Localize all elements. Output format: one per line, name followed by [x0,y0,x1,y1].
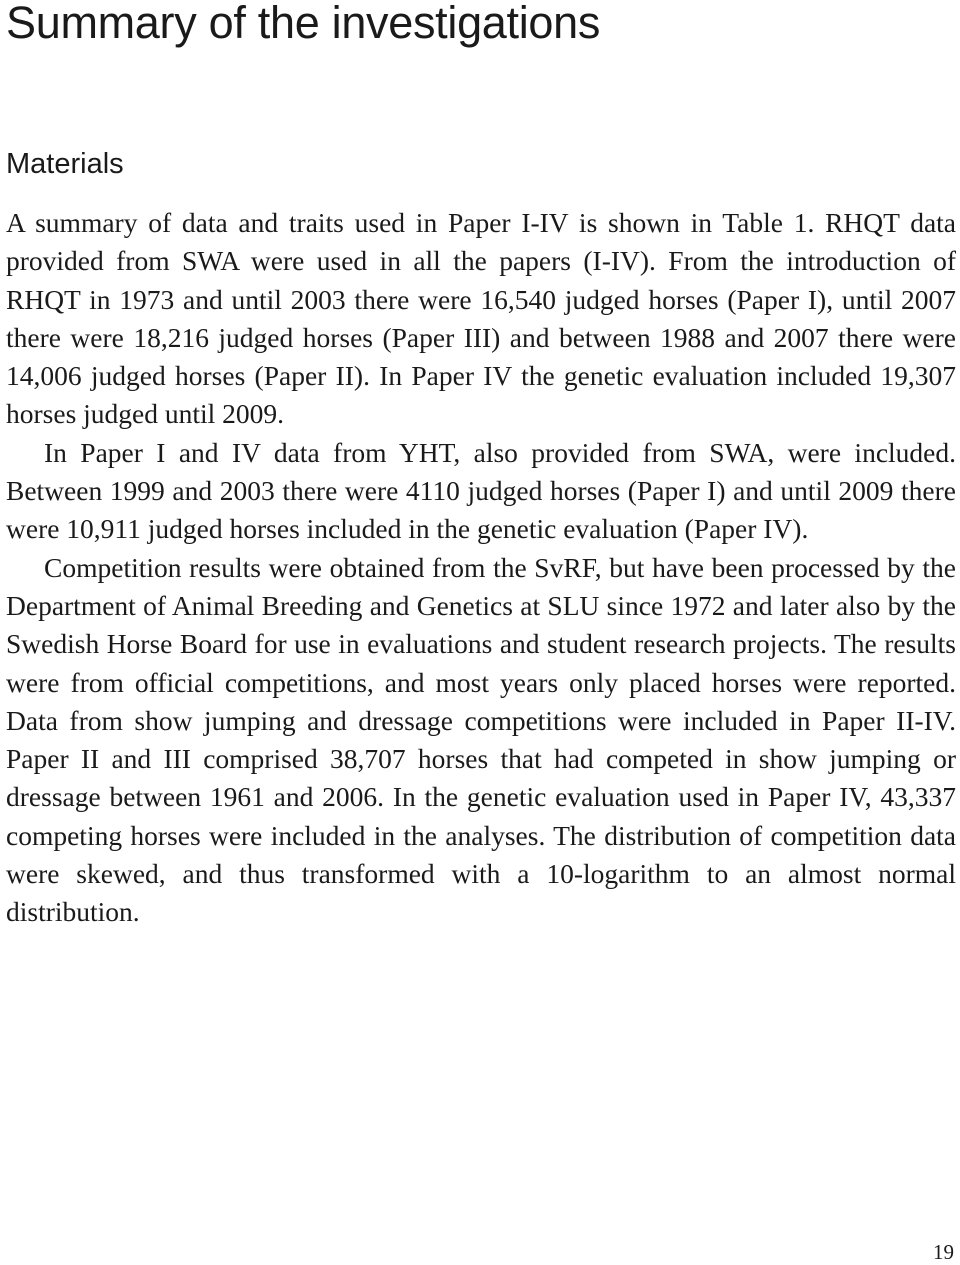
paragraph-3: Competition results were obtained from the SvRF, but have been processed by the Department of Animal Breeding and Genetics at SLU since 1972 and later also by the Swedish Horse Board for use in evaluations and student research projects. The results were from official competitions, and most years only placed horses were reported. Data from show jumping and dressage competitions were included in Paper II-IV. Paper II and III comprised 38,707 horses that had competed in show jumping or dressage between 1961 and 2006. In the genetic evaluation used in Paper IV, 43,337 competing horses were included in the analyses. The distribution of competition data were skewed, and thus transformed with a 10-logarithm to an almost normal distribution. [6,551,956,928]
body-text [6,204,956,932]
page-number: 19 [933,1240,954,1264]
page-title: Summary of the investigations [6,0,601,48]
section-heading-materials: Materials [6,148,124,180]
paragraph-1: A summary of data and traits used in Paper I-IV is shown in Table 1. RHQT data provided from SWA were used in all the papers (I-IV). From the introduction of RHQT in 1973 and until 2003 there were 16,540 judged horses (Paper I), until 2007 there were 18,216 judged horses (Paper III) and between 1988 and 2007 there were 14,006 judged horses (Paper II). In Paper IV the genetic evaluation included 19,307 horses judged until 2009. [6,207,956,430]
paragraph-2: In Paper I and IV data from YHT, also provided from SWA, were included. Between 1999 and 2003 there were 4110 judged horses (Paper I) and until 2009 there were 10,911 judged horses included in the genetic evaluation (Paper IV). [6,436,956,545]
